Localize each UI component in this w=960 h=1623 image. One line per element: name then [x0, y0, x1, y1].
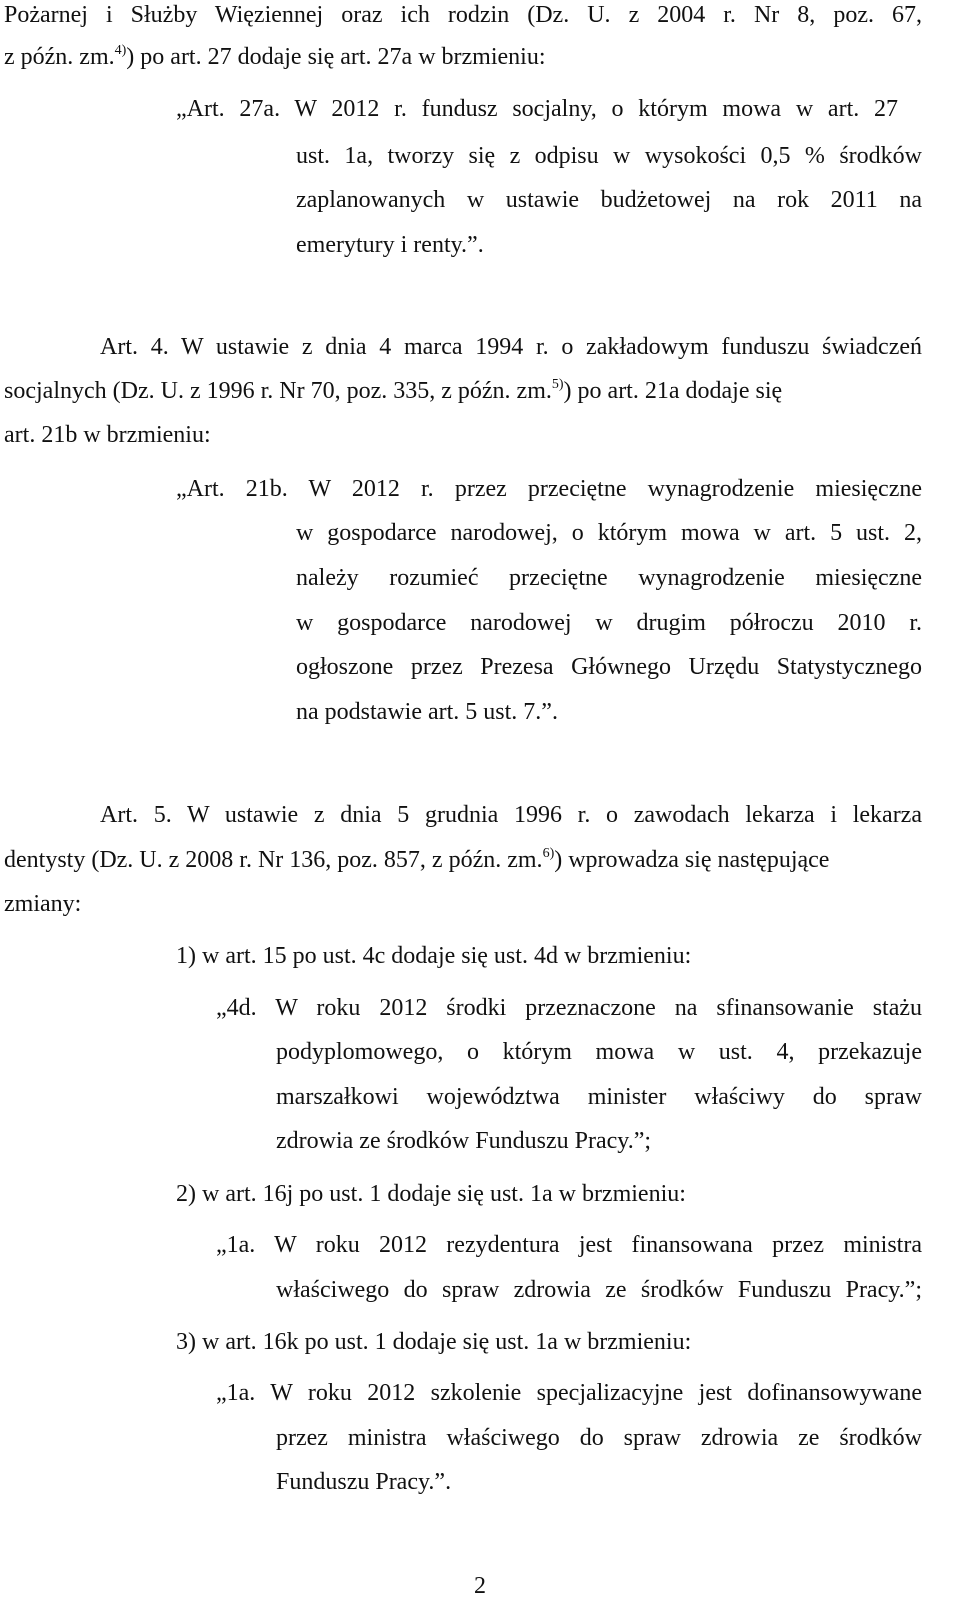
item3-quote-line-3: Funduszu Pracy.”. — [276, 1469, 452, 1495]
art27a-line-2: ust. 1a, tworzy się z odpisu w wysokości 0,5 % środków — [296, 143, 922, 169]
art5-line-2-text: dentysty (Dz. U. z 2008 r. Nr 136, poz. 857, z późn. zm. — [4, 847, 543, 873]
intro-line-2-tail: ) po art. 27 dodaje się art. 27a w brzmieniu: — [126, 44, 546, 70]
item1-quote-line-4: zdrowia ze środków Funduszu Pracy.”; — [276, 1128, 652, 1154]
art5-line-2 — [4, 845, 922, 875]
art4-line-2-text: socjalnych (Dz. U. z 1996 r. Nr 70, poz. 335, z późn. zm. — [4, 378, 552, 404]
art5-line-2-tail: ) wprowadza się następujące — [554, 847, 830, 873]
intro-line-2 — [4, 42, 922, 72]
art27a-line-1: „Art. 27a. W 2012 r. fundusz socjalny, o którym mowa w art. 27 — [176, 96, 898, 122]
item3-quote-line-1: „1a. W roku 2012 szkolenie specjalizacyjne jest dofinansowywane — [216, 1380, 922, 1406]
item2-quote-line-1: „1a. W roku 2012 rezydentura jest finansowana przez ministra — [216, 1232, 922, 1258]
item2-quote-line-2: właściwego do spraw zdrowia ze środków Funduszu Pracy.”; — [276, 1277, 922, 1303]
item1-quote-line-3: marszałkowi województwa minister właściwy do spraw — [276, 1084, 922, 1110]
item3-line: 3) w art. 16k po ust. 1 dodaje się ust. 1a w brzmieniu: — [176, 1329, 692, 1355]
art4-line-3: art. 21b w brzmieniu: — [4, 422, 211, 448]
intro-line-2-text: z późn. zm. — [4, 44, 115, 70]
art4-line-2-tail: ) po art. 21a dodaje się — [563, 378, 783, 404]
page-number: 2 — [474, 1573, 486, 1599]
art27a-line-4: emerytury i renty.”. — [296, 232, 484, 258]
art4-line-1: Art. 4. W ustawie z dnia 4 marca 1994 r. o zakładowym funduszu świadczeń — [100, 334, 922, 360]
art27a-line-3: zaplanowanych w ustawie budżetowej na rok 2011 na — [296, 187, 922, 213]
art21b-line-2: w gospodarce narodowej, o którym mowa w art. 5 ust. 2, — [296, 520, 922, 546]
art21b-line-3: należy rozumieć przeciętne wynagrodzenie miesięczne — [296, 565, 922, 591]
footnote-ref-4: 4) — [114, 43, 127, 58]
art21b-line-5: ogłoszone przez Prezesa Głównego Urzędu Statystycznego — [296, 654, 922, 680]
item1-quote-line-2: podyplomowego, o którym mowa w ust. 4, przekazuje — [276, 1039, 922, 1065]
intro-line-1: Pożarnej i Służby Więziennej oraz ich rodzin (Dz. U. z 2004 r. Nr 8, poz. 67, — [4, 2, 922, 28]
footnote-ref-5: 5) — [551, 377, 564, 392]
art21b-line-6: na podstawie art. 5 ust. 7.”. — [296, 699, 558, 725]
art5-line-1: Art. 5. W ustawie z dnia 5 grudnia 1996 r. o zawodach lekarza i lekarza — [100, 802, 922, 828]
art21b-line-1: „Art. 21b. W 2012 r. przez przeciętne wynagrodzenie miesięczne — [176, 476, 922, 502]
art4-line-2 — [4, 376, 922, 406]
item2-line: 2) w art. 16j po ust. 1 dodaje się ust. 1a w brzmieniu: — [176, 1181, 686, 1207]
item1-quote-line-1: „4d. W roku 2012 środki przeznaczone na sfinansowanie stażu — [216, 995, 922, 1021]
item1-line: 1) w art. 15 po ust. 4c dodaje się ust. 4d w brzmieniu: — [176, 943, 692, 969]
footnote-ref-6: 6) — [542, 846, 555, 861]
item3-quote-line-2: przez ministra właściwego do spraw zdrowia ze środków — [276, 1425, 922, 1451]
art21b-line-4: w gospodarce narodowej w drugim półroczu 2010 r. — [296, 610, 922, 636]
art5-line-3: zmiany: — [4, 891, 82, 917]
